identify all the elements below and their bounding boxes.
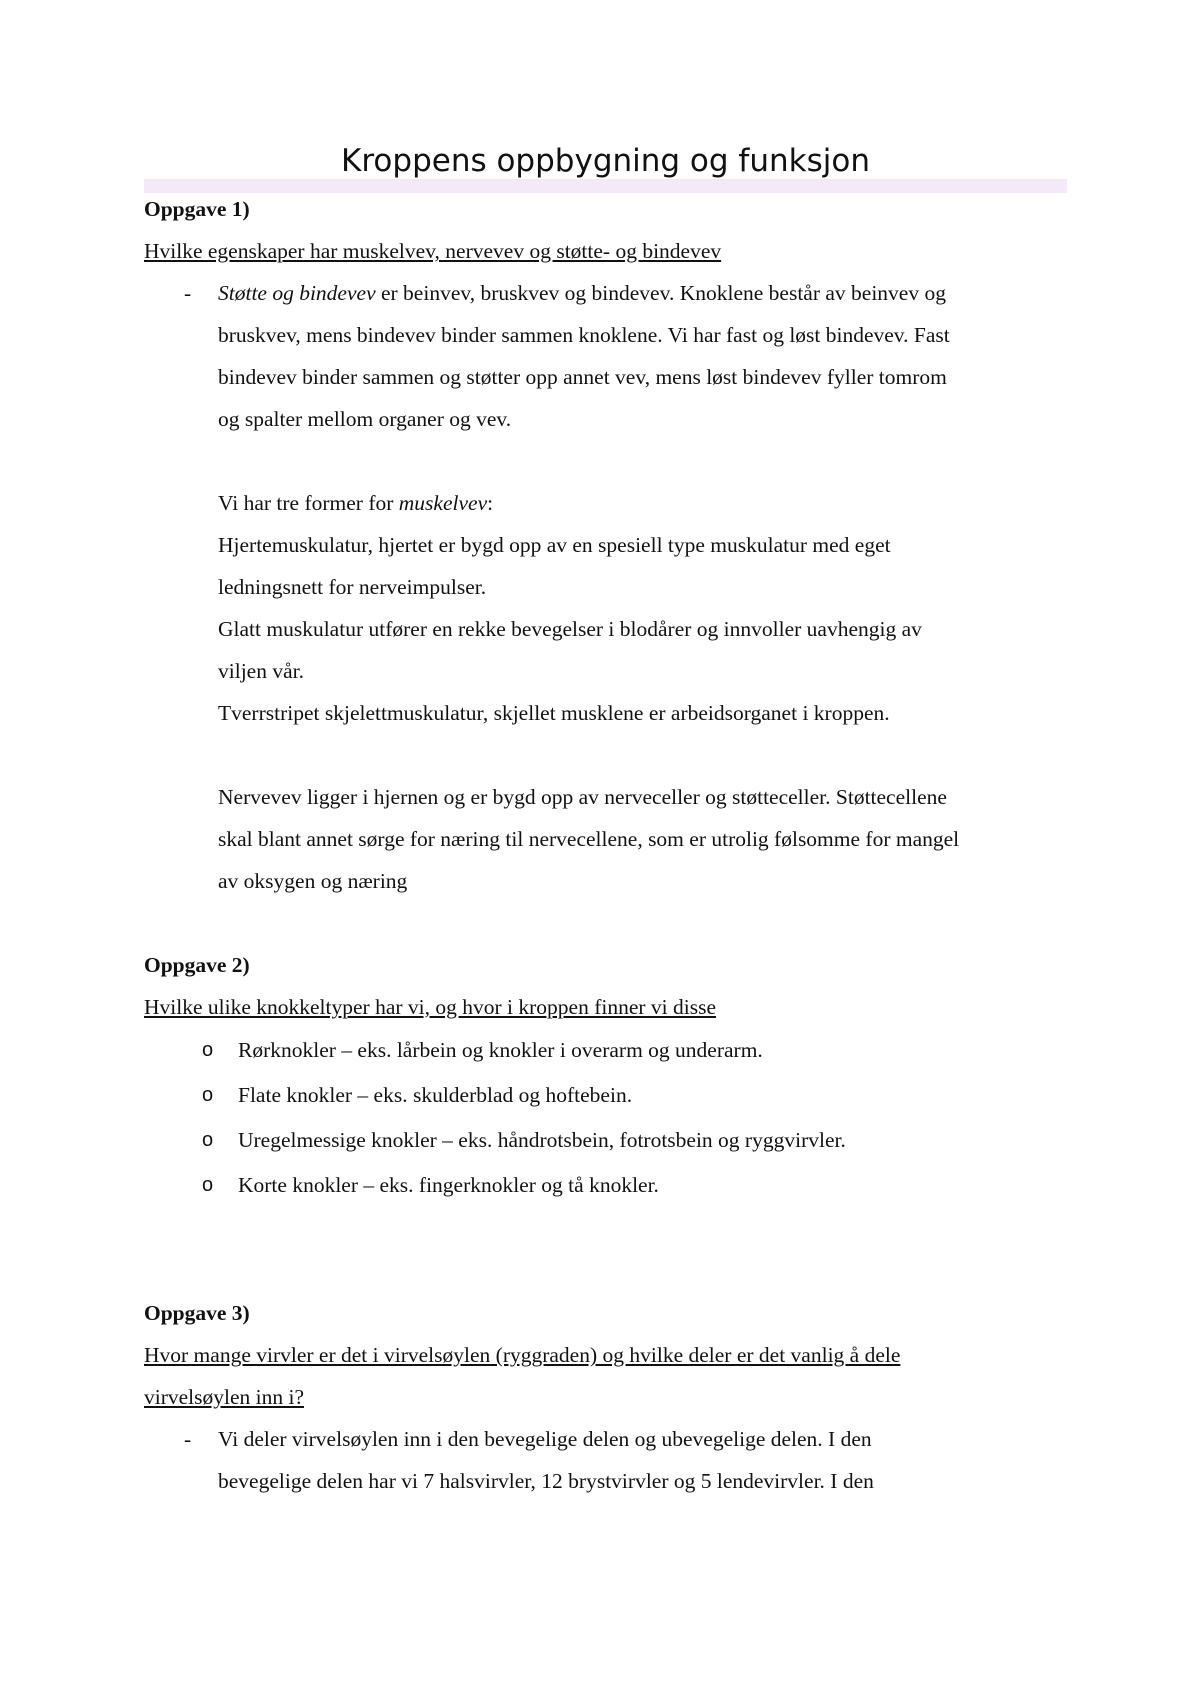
muscle-line-4: viljen vår.: [218, 659, 304, 683]
bone-types-list: [144, 1028, 1074, 1208]
list-item: o Korte knokler – eks. fingerknokler og tå knokler.: [144, 1163, 1074, 1208]
muscle-intro-line: Vi har tre former for muskelvev:: [218, 491, 494, 515]
list-item: o Flate knokler – eks. skulderblad og hoftebein.: [144, 1073, 1074, 1118]
task-2-section: [144, 944, 1074, 1208]
answer-line-2: bevegelige delen har vi 7 halsvirvler, 12 brystvirvler og 5 lendevirvler. I den: [218, 1469, 874, 1493]
supporting-tissue-term: Støtte og bindevev: [218, 281, 376, 305]
nerve-line-2: skal blant annet sørge for næring til nervecellene, som er utrolig følsomme for mangel: [218, 827, 960, 851]
circle-bullet: o: [202, 1084, 214, 1106]
muscle-line-1: Hjertemuskulatur, hjertet er bygd opp av en spesiell type muskulatur med eget: [218, 533, 891, 557]
muscle-tissue-term: muskelvev: [398, 491, 488, 515]
circle-bullet: o: [202, 1174, 214, 1196]
task-1-heading: Oppgave 1): [144, 197, 250, 221]
task-1-section: [144, 188, 1074, 902]
dash-bullet: -: [184, 1427, 192, 1451]
list-item: o Rørknokler – eks. lårbein og knokler i overarm og underarm.: [144, 1028, 1074, 1073]
task-3-heading: Oppgave 3): [144, 1301, 250, 1325]
document-title: Kroppens oppbygning og funksjon: [341, 143, 870, 179]
answer-line-3: bindevev binder sammen og støtter opp annet vev, mens løst bindevev fyller tomrom: [218, 365, 947, 389]
circle-bullet: o: [202, 1129, 214, 1151]
answer-line-2: bruskvev, mens bindevev binder sammen knoklene. Vi har fast og løst bindevev. Fast: [218, 323, 950, 347]
task-3-question-line-1: Hvor mange virvler er det i virvelsøylen (ryggraden) og hvilke deler er det vanlig å dele: [144, 1343, 901, 1367]
nerve-line-3: av oksygen og næring: [218, 869, 408, 893]
muscle-line-3: Glatt muskulatur utfører en rekke bevegelser i blodårer og innvoller uavhengig av: [218, 617, 922, 641]
task-3-section: [144, 1292, 1074, 1502]
list-item: o Uregelmessige knokler – eks. håndrotsbein, fotrotsbein og ryggvirvler.: [144, 1118, 1074, 1163]
task-2-question: Hvilke ulike knokkeltyper har vi, og hvor i kroppen finner vi disse: [144, 995, 717, 1019]
task-3-answer-item: [144, 1418, 1074, 1502]
task-1-question: Hvilke egenskaper har muskelvev, nervevev og støtte- og bindevev: [144, 239, 722, 263]
task-3-question-line-2: virvelsøylen inn i?: [144, 1385, 305, 1409]
muscle-line-5: Tverrstripet skjelettmuskulatur, skjellet musklene er arbeidsorganet i kroppen.: [218, 701, 890, 725]
nerve-tissue-paragraph: [144, 776, 1074, 902]
answer-line-1: Støtte og bindevev er beinvev, bruskvev og bindevev. Knoklene består av beinvev og: [218, 281, 946, 305]
muscle-line-2: ledningsnett for nerveimpulser.: [218, 575, 487, 599]
task-1-answer-item: [144, 272, 1074, 440]
task-2-heading: Oppgave 2): [144, 953, 250, 977]
answer-line-1: Vi deler virvelsøylen inn i den bevegelige delen og ubevegelige delen. I den: [218, 1427, 872, 1451]
answer-line-4: og spalter mellom organer og vev.: [218, 407, 512, 431]
nerve-line-1: Nervevev ligger i hjernen og er bygd opp av nerveceller og støtteceller. Støttecellene: [218, 785, 947, 809]
dash-bullet: -: [184, 281, 192, 305]
circle-bullet: o: [202, 1039, 214, 1061]
muscle-tissue-paragraph: [144, 482, 1074, 734]
